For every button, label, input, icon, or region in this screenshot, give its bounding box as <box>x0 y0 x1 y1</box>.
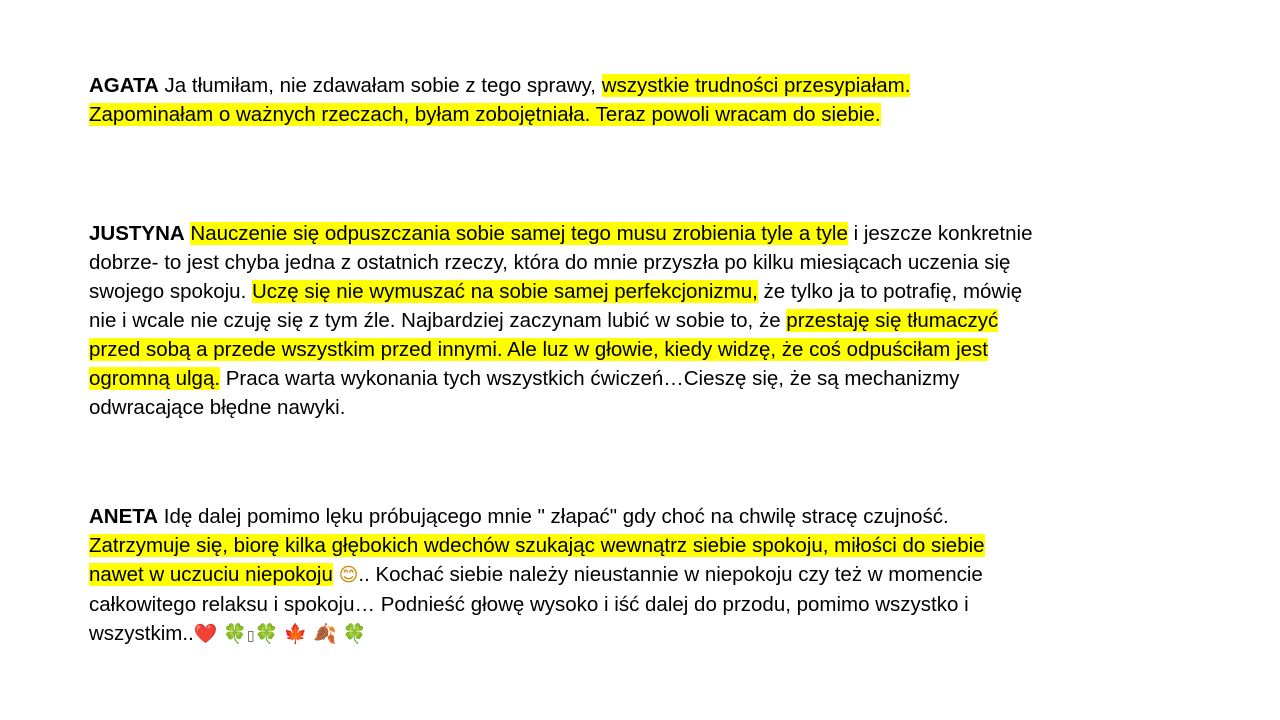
paragraph-agata <box>89 71 1039 129</box>
agata-highlight-1: wszystkie trudności przesypiałam. Zapominałam o ważnych rzeczach, byłam zobojętniała. Teraz powoli wracam do siebie. <box>89 74 911 126</box>
aneta-highlight-1: Zatrzymuje się, biorę kilka głębokich wdechów szukając wewnątrz siebie spokoju, miłości do siebie nawet w uczuciu niepokoju <box>89 534 985 586</box>
justyna-text-2: że tylko ja to potrafię, mówię nie i wcale nie czuję się z tym źle. Najbardziej zaczynam lubić w sobie to, że <box>89 280 1023 332</box>
speaker-name-justyna: JUSTYNA <box>89 222 185 245</box>
justyna-text-3: Praca warta wykonania tych wszystkich ćwiczeń…Cieszę się, że są mechanizmy odwracające błędne nawyki. <box>89 367 960 419</box>
justyna-highlight-2: Uczę się nie wymuszać na sobie samej perfekcjonizmu, <box>251 280 758 303</box>
smiling-face-emoji-icon: 😊 <box>338 564 359 586</box>
speaker-name-agata: AGATA <box>89 74 159 97</box>
paragraph-aneta <box>89 502 1039 650</box>
four-leaf-clover-emoji-icon: 🍀 <box>223 623 247 645</box>
red-heart-emoji-icon: ❤️ <box>193 623 218 645</box>
agata-text-1: Ja tłumiłam, nie zdawałam sobie z tego sprawy, <box>158 74 602 97</box>
justyna-highlight-3: przestaję się tłumaczyć przed sobą a przede wszystkim przed innymi. Ale luz w głowie, kiedy widzę, że coś odpuściłam jest ogromną ulgą. <box>89 309 999 390</box>
missing-glyph-icon: ▯ <box>246 627 255 643</box>
speaker-name-aneta: ANETA <box>89 505 159 528</box>
fallen-leaf-emoji-icon: 🍂 <box>313 623 337 645</box>
four-leaf-clover-emoji-icon: 🍀 <box>254 623 279 645</box>
aneta-text-2: .. Kochać siebie należy nieustannie w niepokoju czy też w momencie całkowitego relaksu i spokoju… Podnieść głowę wysoko i iść dalej do przodu, pomimo wszystko i wszystkim.. <box>89 563 983 645</box>
justyna-highlight-1: Nauczenie się odpuszczania sobie samej tego musu zrobienia tyle a tyle <box>190 222 848 245</box>
maple-leaf-emoji-icon: 🍁 <box>283 623 308 645</box>
aneta-text-1: Idę dalej pomimo lęku próbującego mnie " złapać" gdy choć na chwilę stracę czujność. <box>158 505 949 528</box>
four-leaf-clover-emoji-icon: 🍀 <box>342 623 367 645</box>
justyna-text-1: i jeszcze konkretnie dobrze- to jest chyba jedna z ostatnich rzeczy, która do mnie przyszła po kilku miesiącach uczenia się swojego spokoju. <box>89 222 1033 303</box>
paragraph-justyna <box>89 219 1039 422</box>
